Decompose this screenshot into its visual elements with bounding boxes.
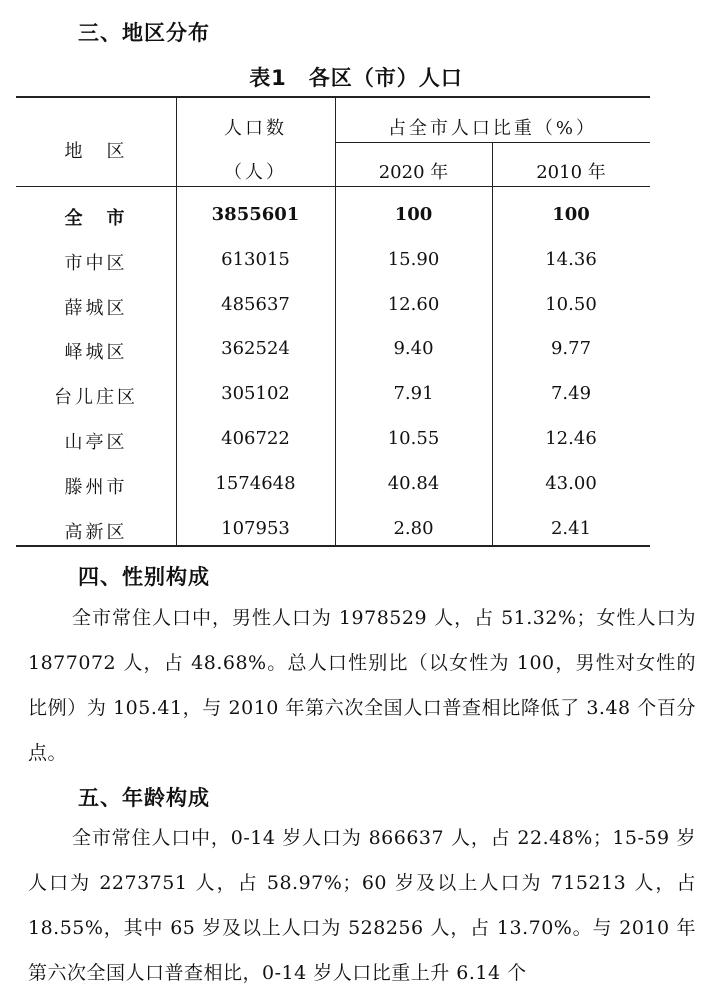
cell-share-2020: 100 — [394, 204, 433, 225]
cell-share-2010: 12.46 — [545, 428, 597, 449]
section-heading-gender: 四、性别构成 — [78, 565, 210, 589]
cell-share-2010: 9.77 — [550, 338, 592, 360]
table-title: 表1 各区（市）人口 — [249, 66, 463, 90]
cell-population: 406722 — [221, 428, 290, 449]
cell-population: 485637 — [221, 293, 290, 315]
cell-population: 3855601 — [211, 204, 300, 225]
paragraph-gender: 全市常住人口中，男性人口为 1978529 人，占 51.32%；女性人口为 1877072 人，占 48.68%。总人口性别比（以女性为 100，男性对女性的比例）为 105.41，与 2010 年第六次全国人口普查相比降低了 3.48 个百分点。 — [28, 607, 696, 764]
cell-region: 滕州市 — [64, 476, 128, 498]
cell-population: 305102 — [221, 383, 290, 405]
cell-share-2010: 10.50 — [545, 293, 597, 315]
section-heading-age: 五、年龄构成 — [78, 786, 210, 810]
cell-share-2010: 7.49 — [550, 383, 592, 405]
cell-region: 山亭区 — [64, 432, 128, 453]
table-bottom-rule — [16, 545, 650, 547]
cell-region: 市中区 — [64, 252, 128, 274]
section-heading-region: 三、地区分布 — [78, 21, 210, 45]
cell-share-2010: 14.36 — [545, 248, 597, 270]
cell-share-2020: 9.40 — [393, 338, 434, 360]
header-year-2020: 2020 年 — [378, 162, 449, 183]
table-header-rule — [16, 186, 650, 187]
cell-population: 613015 — [221, 248, 290, 270]
cell-share-2010: 100 — [552, 204, 590, 225]
cell-share-2020: 7.91 — [393, 383, 434, 405]
header-year-2010: 2010 年 — [536, 162, 606, 183]
cell-share-2020: 40.84 — [387, 472, 440, 494]
table-top-rule — [16, 96, 650, 98]
header-share: 占全市人口比重（%） — [387, 118, 598, 139]
paragraph-age: 全市常住人口中，0-14 岁人口为 866637 人，占 22.48%；15-59 岁人口为 2273751 人，占 58.97%；60 岁及以上人口为 715213 人，占 18.55%，其中 65 岁及以上人口为 528256 人，占 13.70%。与 2010 年第六次全国人口普查相比，0-14 岁人口比重上升 6.14 个 — [28, 827, 696, 984]
cell-share-2010: 43.00 — [545, 472, 597, 494]
header-population: 人口数 — [224, 118, 287, 139]
cell-population: 1574648 — [215, 472, 296, 494]
cell-population: 107953 — [221, 517, 290, 539]
cell-region: 高新区 — [64, 521, 128, 543]
cell-region: 峄城区 — [64, 342, 128, 364]
cell-share-2020: 12.60 — [387, 293, 440, 315]
cell-region: 全 市 — [64, 208, 128, 229]
cell-share-2020: 15.90 — [387, 248, 440, 270]
cell-region: 薛城区 — [64, 297, 128, 319]
header-region: 地 区 — [64, 141, 128, 162]
cell-share-2020: 10.55 — [387, 428, 440, 449]
cell-region: 台儿庄区 — [54, 387, 138, 409]
header-population-unit: （人） — [224, 162, 287, 183]
cell-share-2020: 2.80 — [393, 517, 434, 539]
cell-share-2010: 2.41 — [550, 517, 592, 539]
cell-population: 362524 — [221, 338, 290, 360]
